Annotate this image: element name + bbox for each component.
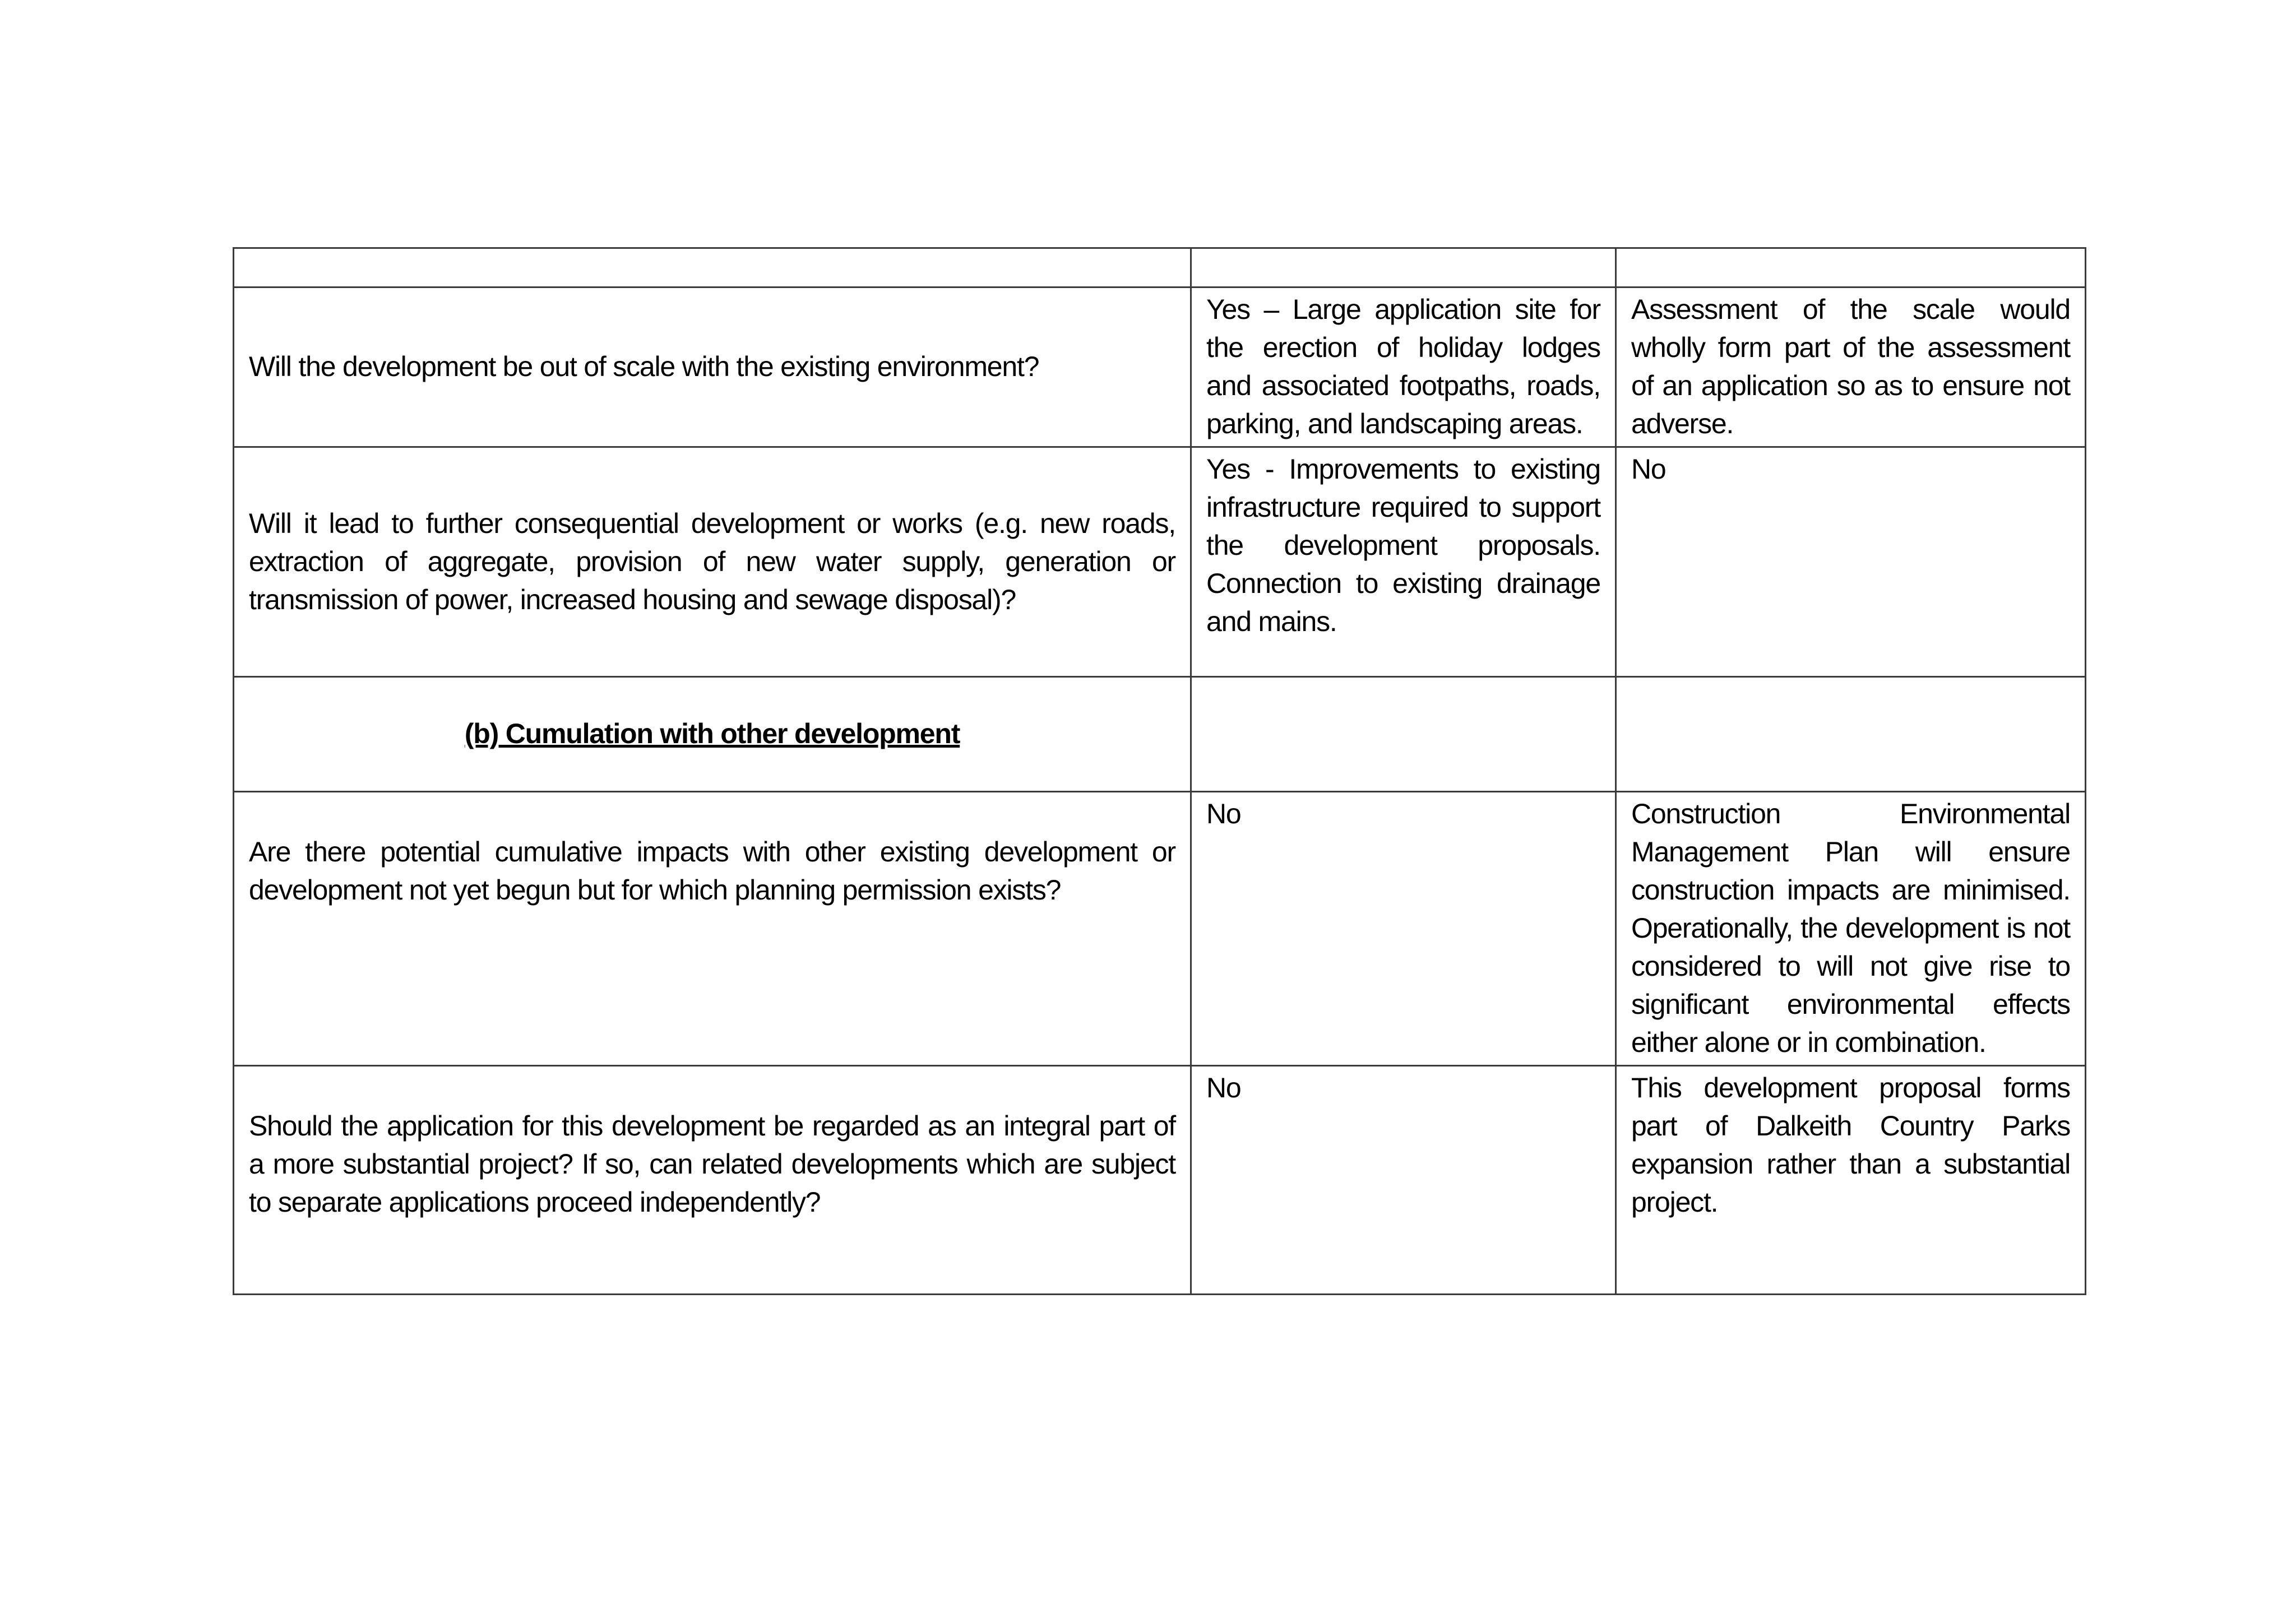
answer-cell [1191, 792, 1616, 1066]
answer-text: No [1206, 798, 1241, 829]
table-row [234, 248, 2086, 287]
empty-cell [1616, 677, 2086, 792]
answer-text: No [1206, 1072, 1241, 1103]
question-cell [234, 1066, 1191, 1295]
comment-cell [1616, 447, 2086, 677]
answer-cell [1191, 447, 1616, 677]
comment-text: No [1631, 453, 1666, 485]
answer-text: Yes – Large application site for the erection of holiday lodges and associated footpaths, roads, parking, and landscaping areas. [1206, 294, 1600, 439]
question-cell [234, 287, 1191, 447]
comment-cell [1616, 792, 2086, 1066]
section-row [234, 677, 2086, 792]
comment-cell [1616, 1066, 2086, 1295]
question-cell [234, 447, 1191, 677]
comment-cell [1616, 287, 2086, 447]
empty-cell [1191, 677, 1616, 792]
answer-cell [1191, 287, 1616, 447]
screening-table [233, 247, 2086, 1295]
question-text: Will the development be out of scale with the existing environment? [249, 351, 1039, 382]
table-row [234, 287, 2086, 447]
question-text: Should the application for this development be regarded as an integral part of a more substantial project? If so, can related developments which are subject to separate applications proceed independently? [249, 1110, 1175, 1218]
empty-cell [1191, 248, 1616, 287]
comment-text: Construction Environmental Management Plan will ensure construction impacts are minimised. Operationally, the development is not considered to will not give rise to significant environmental effects either alone or in combination. [1631, 798, 2070, 1058]
section-heading-cell [234, 677, 1191, 792]
empty-cell [234, 248, 1191, 287]
comment-text: Assessment of the scale would wholly form part of the assessment of an application so as to ensure not adverse. [1631, 294, 2070, 439]
table-row [234, 792, 2086, 1066]
comment-text: This development proposal forms part of Dalkeith Country Parks expansion rather than a substantial project. [1631, 1072, 2070, 1218]
table-row [234, 1066, 2086, 1295]
question-cell [234, 792, 1191, 1066]
section-heading: (b) Cumulation with other development [464, 718, 960, 749]
question-text: Will it lead to further consequential development or works (e.g. new roads, extraction of aggregate, provision of new water supply, generation or transmission of power, increased housing and sewage disposal)? [249, 507, 1175, 615]
question-text: Are there potential cumulative impacts with other existing development or development not yet begun but for which planning permission exists? [249, 836, 1175, 906]
table-row [234, 447, 2086, 677]
empty-cell [1616, 248, 2086, 287]
answer-cell [1191, 1066, 1616, 1295]
answer-text: Yes - Improvements to existing infrastructure required to support the development proposals. Connection to existing drainage and mains. [1206, 453, 1600, 637]
